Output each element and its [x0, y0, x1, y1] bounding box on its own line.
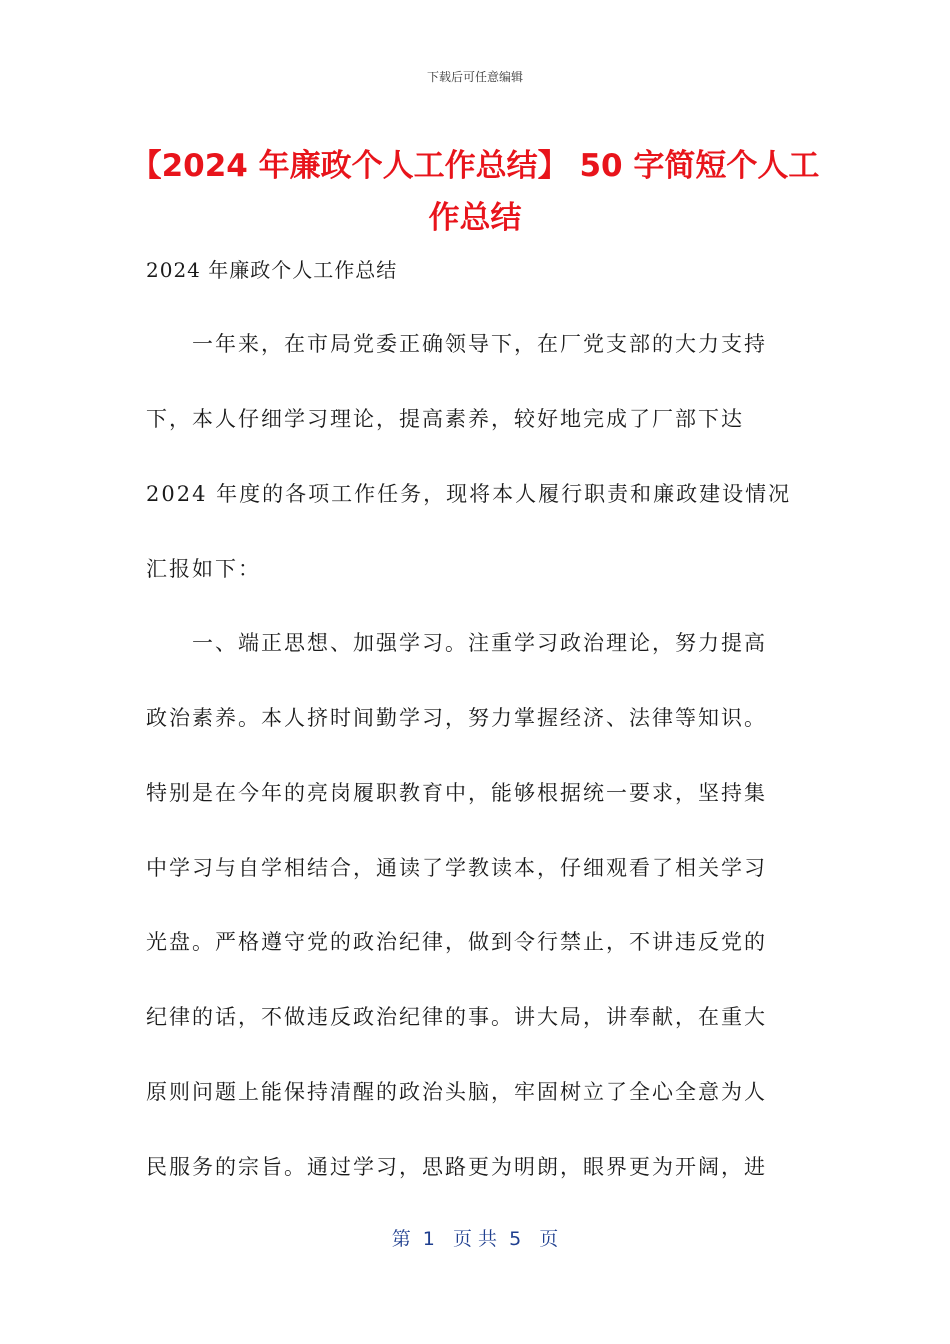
page-footer: 第 1 页 共 5 页	[391, 1228, 559, 1250]
paragraph-line: 原则问题上能保持清醒的政治头脑，牢固树立了全心全意为人	[146, 1080, 767, 1104]
paragraph-line: 一、端正思想、加强学习。注重学习政治理论，努力提高	[146, 631, 767, 655]
paragraph-line: 纪律的话，不做违反政治纪律的事。讲大局，讲奉献，在重大	[146, 1005, 767, 1029]
paragraph-line: 一年来，在市局党委正确领导下，在厂党支部的大力支持	[146, 332, 767, 356]
paragraph-line: 汇报如下：	[146, 557, 261, 581]
paragraph-line: 2024 年度的各项工作任务，现将本人履行职责和廉政建设情况	[146, 482, 792, 506]
document-title: 【2024 年廉政个人工作总结】 50 字简短个人工作总结	[130, 148, 820, 236]
document-subtitle: 2024 年廉政个人工作总结	[146, 258, 398, 282]
header-note: 下载后可任意编辑	[426, 70, 523, 84]
paragraph-line: 中学习与自学相结合，通读了学教读本，仔细观看了相关学习	[146, 856, 767, 880]
paragraph-line: 光盘。严格遵守党的政治纪律，做到令行禁止，不讲违反党的	[146, 930, 767, 954]
paragraph-line: 特别是在今年的亮岗履职教育中，能够根据统一要求，坚持集	[146, 781, 767, 805]
paragraph-line: 民服务的宗旨。通过学习，思路更为明朗，眼界更为开阔，进	[146, 1155, 767, 1179]
paragraph-line: 政治素养。本人挤时间勤学习，努力掌握经济、法律等知识。	[146, 706, 767, 730]
paragraph-line: 下，本人仔细学习理论，提高素养，较好地完成了厂部下达	[146, 407, 744, 431]
